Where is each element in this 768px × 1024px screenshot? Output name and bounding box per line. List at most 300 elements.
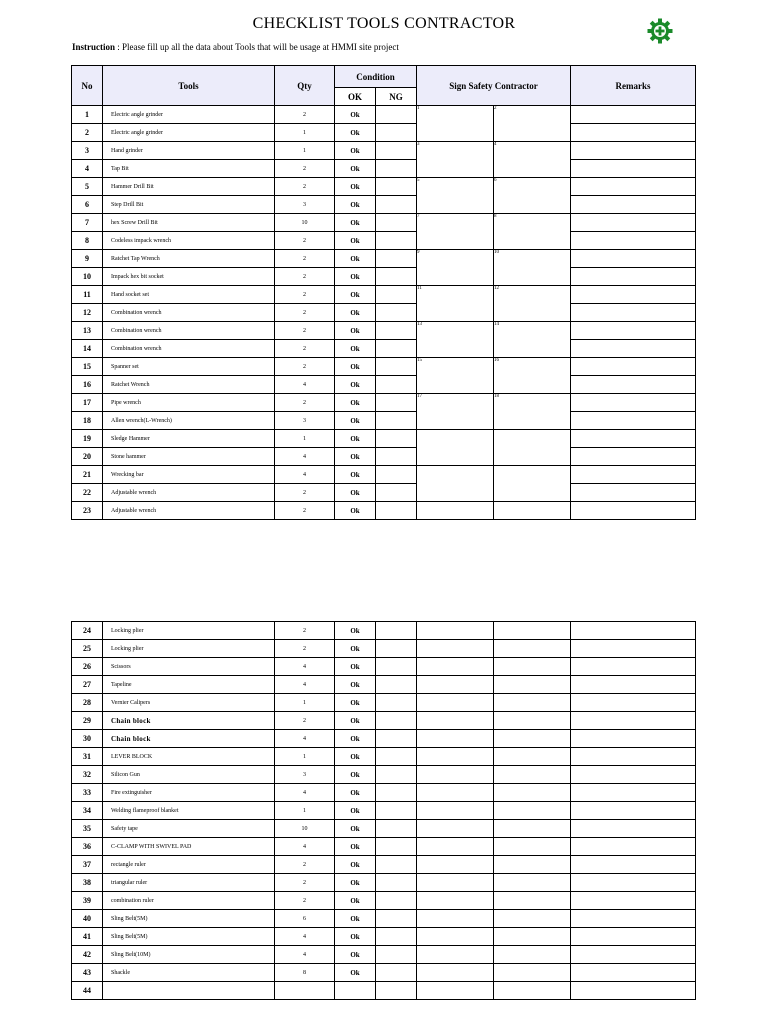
remarks-cell[interactable] bbox=[571, 892, 696, 910]
condition-ng-cell[interactable] bbox=[376, 268, 417, 286]
sign-cell-number: 2 bbox=[494, 106, 497, 111]
condition-ok-cell[interactable]: Ok bbox=[335, 304, 376, 322]
condition-ng-cell[interactable] bbox=[376, 484, 417, 502]
tool-name: Silicon Gun bbox=[103, 766, 275, 784]
remarks-cell[interactable] bbox=[571, 964, 696, 982]
instruction-label: Instruction bbox=[72, 42, 116, 52]
sign-cell-number: 17 bbox=[417, 394, 422, 399]
tool-qty: 3 bbox=[275, 196, 335, 214]
sign-cell-left[interactable] bbox=[417, 982, 494, 1000]
remarks-cell[interactable] bbox=[571, 622, 696, 640]
table-row bbox=[72, 160, 696, 178]
condition-ok-cell[interactable] bbox=[335, 982, 376, 1000]
condition-ok-cell[interactable]: Ok bbox=[335, 214, 376, 232]
row-number: 26 bbox=[72, 658, 103, 676]
tool-name: Welding flameproof blanket bbox=[103, 802, 275, 820]
condition-ok-cell[interactable]: Ok bbox=[335, 124, 376, 142]
col-header-ng: NG bbox=[376, 88, 417, 106]
row-number: 5 bbox=[72, 178, 103, 196]
condition-ok-cell[interactable]: Ok bbox=[335, 910, 376, 928]
sign-cell-left[interactable] bbox=[417, 694, 494, 712]
tool-qty: 2 bbox=[275, 304, 335, 322]
condition-ok-cell[interactable]: Ok bbox=[335, 142, 376, 160]
sign-cell-left[interactable] bbox=[417, 802, 494, 820]
sign-cell-right[interactable] bbox=[494, 214, 571, 250]
condition-ng-cell[interactable] bbox=[376, 178, 417, 196]
remarks-cell[interactable] bbox=[571, 712, 696, 730]
condition-ok-cell[interactable]: Ok bbox=[335, 946, 376, 964]
condition-ng-cell[interactable] bbox=[376, 214, 417, 232]
sign-cell-right[interactable] bbox=[494, 640, 571, 658]
sign-cell-right[interactable] bbox=[494, 892, 571, 910]
condition-ng-cell[interactable] bbox=[376, 874, 417, 892]
remarks-cell[interactable] bbox=[571, 856, 696, 874]
tool-qty: 2 bbox=[275, 640, 335, 658]
condition-ng-cell[interactable] bbox=[376, 142, 417, 160]
sign-cell-number: 1 bbox=[417, 106, 420, 111]
condition-ng-cell[interactable] bbox=[376, 928, 417, 946]
sign-cell-number: 12 bbox=[494, 286, 499, 291]
tool-name: hex Screw Drill Bit bbox=[103, 214, 275, 232]
sign-cell-left[interactable] bbox=[417, 622, 494, 640]
sign-cell-number: 10 bbox=[494, 250, 499, 255]
table-row bbox=[72, 856, 696, 874]
condition-ng-cell[interactable] bbox=[376, 376, 417, 394]
sign-cell-left[interactable] bbox=[417, 466, 494, 502]
table-row bbox=[72, 196, 696, 214]
tool-name: Adjustable wrench bbox=[103, 502, 275, 520]
condition-ng-cell[interactable] bbox=[376, 892, 417, 910]
remarks-cell[interactable] bbox=[571, 142, 696, 160]
condition-ng-cell[interactable] bbox=[376, 676, 417, 694]
row-number: 9 bbox=[72, 250, 103, 268]
table-row bbox=[72, 430, 696, 448]
condition-ok-cell[interactable]: Ok bbox=[335, 340, 376, 358]
condition-ok-cell[interactable]: Ok bbox=[335, 784, 376, 802]
tool-name: Safety tape bbox=[103, 820, 275, 838]
row-number: 43 bbox=[72, 964, 103, 982]
sign-cell-right[interactable] bbox=[494, 142, 571, 178]
row-number: 13 bbox=[72, 322, 103, 340]
tool-qty: 2 bbox=[275, 484, 335, 502]
sign-cell-left[interactable] bbox=[417, 214, 494, 250]
sign-cell-left[interactable] bbox=[417, 946, 494, 964]
sign-cell-right[interactable] bbox=[494, 910, 571, 928]
table-row bbox=[72, 322, 696, 340]
remarks-cell[interactable] bbox=[571, 412, 696, 430]
tool-name: Hammer Drill Bit bbox=[103, 178, 275, 196]
sign-cell-right[interactable] bbox=[494, 856, 571, 874]
row-number: 42 bbox=[72, 946, 103, 964]
remarks-cell[interactable] bbox=[571, 730, 696, 748]
table-row bbox=[72, 694, 696, 712]
remarks-cell[interactable] bbox=[571, 982, 696, 1000]
sign-cell-right[interactable] bbox=[494, 766, 571, 784]
remarks-cell[interactable] bbox=[571, 748, 696, 766]
condition-ok-cell[interactable]: Ok bbox=[335, 730, 376, 748]
tool-qty: 10 bbox=[275, 820, 335, 838]
row-number: 14 bbox=[72, 340, 103, 358]
remarks-cell[interactable] bbox=[571, 268, 696, 286]
remarks-cell[interactable] bbox=[571, 784, 696, 802]
tool-name: Codeless impack wrench bbox=[103, 232, 275, 250]
row-number: 41 bbox=[72, 928, 103, 946]
condition-ng-cell[interactable] bbox=[376, 964, 417, 982]
remarks-cell[interactable] bbox=[571, 430, 696, 448]
condition-ok-cell[interactable]: Ok bbox=[335, 964, 376, 982]
sign-cell-right[interactable] bbox=[494, 802, 571, 820]
row-number: 21 bbox=[72, 466, 103, 484]
tool-qty: 2 bbox=[275, 856, 335, 874]
condition-ok-cell[interactable]: Ok bbox=[335, 358, 376, 376]
condition-ng-cell[interactable] bbox=[376, 622, 417, 640]
condition-ok-cell[interactable]: Ok bbox=[335, 640, 376, 658]
sign-cell-left[interactable] bbox=[417, 766, 494, 784]
condition-ok-cell[interactable]: Ok bbox=[335, 928, 376, 946]
sign-cell-left[interactable] bbox=[417, 784, 494, 802]
condition-ng-cell[interactable] bbox=[376, 658, 417, 676]
sign-cell-right[interactable] bbox=[494, 394, 571, 430]
condition-ok-cell[interactable]: Ok bbox=[335, 394, 376, 412]
sign-cell-right[interactable] bbox=[494, 712, 571, 730]
remarks-cell[interactable] bbox=[571, 124, 696, 142]
remarks-cell[interactable] bbox=[571, 322, 696, 340]
remarks-cell[interactable] bbox=[571, 232, 696, 250]
condition-ok-cell[interactable]: Ok bbox=[335, 658, 376, 676]
remarks-cell[interactable] bbox=[571, 838, 696, 856]
condition-ng-cell[interactable] bbox=[376, 106, 417, 124]
sign-cell-left[interactable] bbox=[417, 178, 494, 214]
sign-cell-number: 5 bbox=[417, 178, 420, 183]
condition-ng-cell[interactable] bbox=[376, 412, 417, 430]
table-row bbox=[72, 340, 696, 358]
table-row bbox=[72, 802, 696, 820]
condition-ok-cell[interactable]: Ok bbox=[335, 232, 376, 250]
tool-name: Stone hammer bbox=[103, 448, 275, 466]
row-number: 18 bbox=[72, 412, 103, 430]
tool-name: Sling Belt(5M) bbox=[103, 928, 275, 946]
condition-ng-cell[interactable] bbox=[376, 196, 417, 214]
condition-ng-cell[interactable] bbox=[376, 322, 417, 340]
condition-ok-cell[interactable]: Ok bbox=[335, 178, 376, 196]
tool-name: Ratchet Tap Wrench bbox=[103, 250, 275, 268]
table-row bbox=[72, 214, 696, 232]
sign-cell-left[interactable] bbox=[417, 640, 494, 658]
remarks-cell[interactable] bbox=[571, 484, 696, 502]
tool-qty: 2 bbox=[275, 358, 335, 376]
condition-ng-cell[interactable] bbox=[376, 394, 417, 412]
condition-ok-cell[interactable]: Ok bbox=[335, 250, 376, 268]
tool-qty: 8 bbox=[275, 964, 335, 982]
remarks-cell[interactable] bbox=[571, 376, 696, 394]
row-number: 25 bbox=[72, 640, 103, 658]
condition-ng-cell[interactable] bbox=[376, 232, 417, 250]
condition-ng-cell[interactable] bbox=[376, 730, 417, 748]
row-number: 37 bbox=[72, 856, 103, 874]
tool-name: Tap Bit bbox=[103, 160, 275, 178]
remarks-cell[interactable] bbox=[571, 160, 696, 178]
condition-ok-cell[interactable]: Ok bbox=[335, 322, 376, 340]
remarks-cell[interactable] bbox=[571, 250, 696, 268]
condition-ng-cell[interactable] bbox=[376, 286, 417, 304]
remarks-cell[interactable] bbox=[571, 676, 696, 694]
table-row bbox=[72, 502, 696, 520]
remarks-cell[interactable] bbox=[571, 766, 696, 784]
row-number: 30 bbox=[72, 730, 103, 748]
tool-name: Step Drill Bit bbox=[103, 196, 275, 214]
condition-ng-cell[interactable] bbox=[376, 160, 417, 178]
col-header-condition: Condition bbox=[335, 66, 417, 88]
condition-ng-cell[interactable] bbox=[376, 784, 417, 802]
row-number: 11 bbox=[72, 286, 103, 304]
sign-cell-left[interactable] bbox=[417, 286, 494, 322]
sign-cell-left[interactable] bbox=[417, 676, 494, 694]
remarks-cell[interactable] bbox=[571, 928, 696, 946]
condition-ok-cell[interactable]: Ok bbox=[335, 268, 376, 286]
sign-cell-number: 9 bbox=[417, 250, 420, 255]
tool-qty: 4 bbox=[275, 676, 335, 694]
condition-ng-cell[interactable] bbox=[376, 748, 417, 766]
condition-ng-cell[interactable] bbox=[376, 448, 417, 466]
tool-qty: 4 bbox=[275, 658, 335, 676]
tool-qty: 2 bbox=[275, 268, 335, 286]
sign-cell-left[interactable] bbox=[417, 712, 494, 730]
condition-ng-cell[interactable] bbox=[376, 802, 417, 820]
sign-cell-left[interactable] bbox=[417, 892, 494, 910]
row-number: 10 bbox=[72, 268, 103, 286]
remarks-cell[interactable] bbox=[571, 448, 696, 466]
sign-cell-right[interactable] bbox=[494, 946, 571, 964]
sign-cell-left[interactable] bbox=[417, 964, 494, 982]
sign-cell-right[interactable] bbox=[494, 430, 571, 466]
sign-cell-left[interactable] bbox=[417, 910, 494, 928]
tool-qty: 2 bbox=[275, 340, 335, 358]
condition-ok-cell[interactable]: Ok bbox=[335, 196, 376, 214]
sign-cell-right[interactable] bbox=[494, 322, 571, 358]
condition-ok-cell[interactable]: Ok bbox=[335, 466, 376, 484]
remarks-cell[interactable] bbox=[571, 502, 696, 520]
tool-name: Scissors bbox=[103, 658, 275, 676]
table-row bbox=[72, 892, 696, 910]
tool-name: Impack hex bit socket bbox=[103, 268, 275, 286]
sign-cell-left[interactable] bbox=[417, 928, 494, 946]
condition-ng-cell[interactable] bbox=[376, 502, 417, 520]
sign-cell-right[interactable] bbox=[494, 622, 571, 640]
sign-cell-right[interactable] bbox=[494, 286, 571, 322]
sign-cell-left[interactable] bbox=[417, 394, 494, 430]
row-number: 17 bbox=[72, 394, 103, 412]
remarks-cell[interactable] bbox=[571, 304, 696, 322]
sign-cell-left[interactable] bbox=[417, 142, 494, 178]
condition-ng-cell[interactable] bbox=[376, 820, 417, 838]
condition-ok-cell[interactable]: Ok bbox=[335, 802, 376, 820]
sign-cell-left[interactable] bbox=[417, 748, 494, 766]
tool-qty: 4 bbox=[275, 730, 335, 748]
condition-ok-cell[interactable]: Ok bbox=[335, 820, 376, 838]
condition-ng-cell[interactable] bbox=[376, 250, 417, 268]
condition-ok-cell[interactable]: Ok bbox=[335, 430, 376, 448]
remarks-cell[interactable] bbox=[571, 802, 696, 820]
sign-cell-left[interactable] bbox=[417, 106, 494, 142]
condition-ok-cell[interactable]: Ok bbox=[335, 622, 376, 640]
sign-cell-right[interactable] bbox=[494, 748, 571, 766]
sign-cell-right[interactable] bbox=[494, 502, 571, 520]
sign-cell-number: 3 bbox=[417, 142, 420, 147]
table-row bbox=[72, 358, 696, 376]
sign-cell-right[interactable] bbox=[494, 820, 571, 838]
row-number: 38 bbox=[72, 874, 103, 892]
remarks-cell[interactable] bbox=[571, 106, 696, 124]
sign-cell-right[interactable] bbox=[494, 676, 571, 694]
row-number: 33 bbox=[72, 784, 103, 802]
sign-cell-right[interactable] bbox=[494, 106, 571, 142]
sign-cell-number: 7 bbox=[417, 214, 420, 219]
condition-ng-cell[interactable] bbox=[376, 856, 417, 874]
condition-ng-cell[interactable] bbox=[376, 910, 417, 928]
tool-name: Ratchet Wrench bbox=[103, 376, 275, 394]
condition-ok-cell[interactable]: Ok bbox=[335, 838, 376, 856]
sign-cell-left[interactable] bbox=[417, 874, 494, 892]
tool-qty: 2 bbox=[275, 322, 335, 340]
condition-ok-cell[interactable]: Ok bbox=[335, 448, 376, 466]
condition-ok-cell[interactable]: Ok bbox=[335, 502, 376, 520]
tool-name: Hand socket set bbox=[103, 286, 275, 304]
tool-name: Combination wrench bbox=[103, 304, 275, 322]
condition-ok-cell[interactable]: Ok bbox=[335, 106, 376, 124]
row-number: 15 bbox=[72, 358, 103, 376]
condition-ng-cell[interactable] bbox=[376, 304, 417, 322]
tool-qty: 4 bbox=[275, 448, 335, 466]
condition-ok-cell[interactable]: Ok bbox=[335, 748, 376, 766]
row-number: 8 bbox=[72, 232, 103, 250]
remarks-cell[interactable] bbox=[571, 466, 696, 484]
table-row bbox=[72, 712, 696, 730]
sign-cell-right[interactable] bbox=[494, 784, 571, 802]
condition-ng-cell[interactable] bbox=[376, 340, 417, 358]
sign-cell-right[interactable] bbox=[494, 694, 571, 712]
condition-ok-cell[interactable]: Ok bbox=[335, 412, 376, 430]
condition-ng-cell[interactable] bbox=[376, 712, 417, 730]
checklist-table-2 bbox=[71, 621, 696, 1000]
condition-ng-cell[interactable] bbox=[376, 838, 417, 856]
sign-cell-left[interactable] bbox=[417, 658, 494, 676]
table-row bbox=[72, 376, 696, 394]
sign-cell-right[interactable] bbox=[494, 250, 571, 286]
condition-ok-cell[interactable]: Ok bbox=[335, 892, 376, 910]
sign-cell-left[interactable] bbox=[417, 430, 494, 466]
condition-ok-cell[interactable]: Ok bbox=[335, 856, 376, 874]
remarks-cell[interactable] bbox=[571, 820, 696, 838]
sign-cell-right[interactable] bbox=[494, 838, 571, 856]
remarks-cell[interactable] bbox=[571, 286, 696, 304]
table-row bbox=[72, 874, 696, 892]
condition-ok-cell[interactable]: Ok bbox=[335, 376, 376, 394]
row-number: 1 bbox=[72, 106, 103, 124]
remarks-cell[interactable] bbox=[571, 214, 696, 232]
remarks-cell[interactable] bbox=[571, 340, 696, 358]
remarks-cell[interactable] bbox=[571, 640, 696, 658]
row-number: 12 bbox=[72, 304, 103, 322]
remarks-cell[interactable] bbox=[571, 394, 696, 412]
remarks-cell[interactable] bbox=[571, 358, 696, 376]
row-number: 34 bbox=[72, 802, 103, 820]
condition-ok-cell[interactable]: Ok bbox=[335, 286, 376, 304]
condition-ng-cell[interactable] bbox=[376, 946, 417, 964]
sign-cell-right[interactable] bbox=[494, 466, 571, 502]
tool-qty: 4 bbox=[275, 838, 335, 856]
table-row bbox=[72, 466, 696, 484]
table-row bbox=[72, 676, 696, 694]
remarks-cell[interactable] bbox=[571, 196, 696, 214]
condition-ok-cell[interactable]: Ok bbox=[335, 766, 376, 784]
sign-cell-right[interactable] bbox=[494, 874, 571, 892]
instruction-body: : Please fill up all the data about Tools that will be usage at HMMI site project bbox=[115, 42, 399, 52]
tool-qty: 3 bbox=[275, 412, 335, 430]
sign-cell-right[interactable] bbox=[494, 982, 571, 1000]
sign-cell-left[interactable] bbox=[417, 838, 494, 856]
condition-ok-cell[interactable]: Ok bbox=[335, 160, 376, 178]
tool-name: Combination wrench bbox=[103, 340, 275, 358]
condition-ng-cell[interactable] bbox=[376, 766, 417, 784]
tool-name: Sling Belt(5M) bbox=[103, 910, 275, 928]
tool-name: Locking plier bbox=[103, 640, 275, 658]
condition-ok-cell[interactable]: Ok bbox=[335, 694, 376, 712]
col-header-sign: Sign Safety Contractor bbox=[417, 66, 571, 106]
tool-qty: 4 bbox=[275, 784, 335, 802]
checklist-table-1 bbox=[71, 65, 696, 520]
condition-ng-cell[interactable] bbox=[376, 466, 417, 484]
condition-ok-cell[interactable]: Ok bbox=[335, 676, 376, 694]
condition-ng-cell[interactable] bbox=[376, 694, 417, 712]
remarks-cell[interactable] bbox=[571, 874, 696, 892]
remarks-cell[interactable] bbox=[571, 946, 696, 964]
sign-cell-number: 13 bbox=[417, 322, 422, 327]
sign-cell-left[interactable] bbox=[417, 502, 494, 520]
sign-cell-right[interactable] bbox=[494, 658, 571, 676]
condition-ok-cell[interactable]: Ok bbox=[335, 484, 376, 502]
table-row bbox=[72, 946, 696, 964]
condition-ng-cell[interactable] bbox=[376, 640, 417, 658]
sign-cell-right[interactable] bbox=[494, 964, 571, 982]
condition-ok-cell[interactable]: Ok bbox=[335, 712, 376, 730]
sign-cell-right[interactable] bbox=[494, 730, 571, 748]
sign-cell-left[interactable] bbox=[417, 250, 494, 286]
tool-name: Tapeline bbox=[103, 676, 275, 694]
condition-ng-cell[interactable] bbox=[376, 358, 417, 376]
remarks-cell[interactable] bbox=[571, 178, 696, 196]
condition-ok-cell[interactable]: Ok bbox=[335, 874, 376, 892]
sign-cell-right[interactable] bbox=[494, 358, 571, 394]
tool-qty: 2 bbox=[275, 106, 335, 124]
sign-cell-left[interactable] bbox=[417, 358, 494, 394]
condition-ng-cell[interactable] bbox=[376, 430, 417, 448]
condition-ng-cell[interactable] bbox=[376, 982, 417, 1000]
row-number: 7 bbox=[72, 214, 103, 232]
condition-ng-cell[interactable] bbox=[376, 124, 417, 142]
sign-cell-right[interactable] bbox=[494, 178, 571, 214]
sign-cell-left[interactable] bbox=[417, 820, 494, 838]
remarks-cell[interactable] bbox=[571, 910, 696, 928]
table-row bbox=[72, 394, 696, 412]
remarks-cell[interactable] bbox=[571, 694, 696, 712]
sign-cell-right[interactable] bbox=[494, 928, 571, 946]
tool-qty: 4 bbox=[275, 946, 335, 964]
sign-cell-left[interactable] bbox=[417, 322, 494, 358]
sign-cell-left[interactable] bbox=[417, 730, 494, 748]
remarks-cell[interactable] bbox=[571, 658, 696, 676]
row-number: 16 bbox=[72, 376, 103, 394]
sign-cell-left[interactable] bbox=[417, 856, 494, 874]
